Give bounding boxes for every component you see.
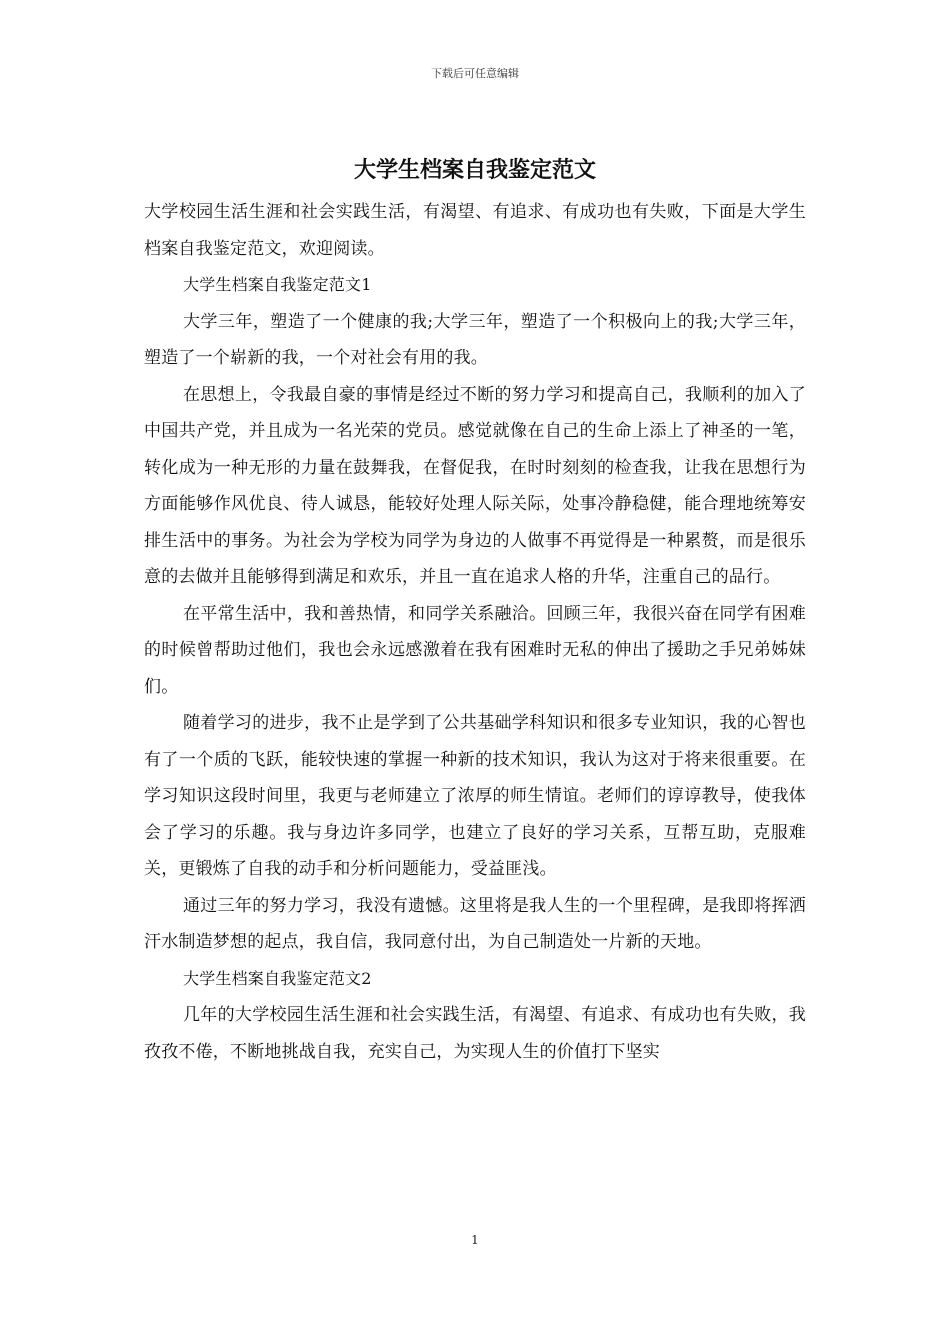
intro-paragraph: 大学校园生活生涯和社会实践生活，有渴望、有追求、有成功也有失败，下面是大学生档案自我鉴定范文，欢迎阅读。 <box>144 202 806 259</box>
section-1-heading: 大学生档案自我鉴定范文1 <box>183 275 372 294</box>
body-paragraph: 大学三年，塑造了一个健康的我;大学三年，塑造了一个积极向上的我;大学三年，塑造了一个崭新的我，一个对社会有用的我。 <box>144 311 806 368</box>
body-paragraph: 通过三年的努力学习，我没有遗憾。这里将是我人生的一个里程碑，是我即将挥洒汗水制造梦想的起点，我自信，我同意付出，为自己制造处一片新的天地。 <box>144 895 806 952</box>
document-title: 大学生档案自我鉴定范文 <box>353 157 596 183</box>
body-paragraph: 随着学习的进步，我不止是学到了公共基础学科知识和很多专业知识，我的心智也有了一个质的飞跃，能较快速的掌握一种新的技术知识，我认为这对于将来很重要。在学习知识这段时间里，我更与老师建立了浓厚的师生情谊。老师们的谆谆教导，使我体会了学习的乐趣。我与身边许多同学，也建立了良好的学习关系，互帮互助，克服难关，更锻炼了自我的动手和分析问题能力，受益匪浅。 <box>144 713 806 879</box>
body-paragraph: 几年的大学校园生活生涯和社会实践生活，有渴望、有追求、有成功也有失败，我孜孜不倦，不断地挑战自我，充实自己，为实现人生的价值打下坚实 <box>144 1005 806 1062</box>
document-body <box>144 194 806 1070</box>
page-header-note: 下载后可任意编辑 <box>431 67 519 80</box>
page-number: 1 <box>471 1233 479 1247</box>
section-2-heading: 大学生档案自我鉴定范文2 <box>183 968 372 988</box>
body-paragraph: 在平常生活中，我和善热情，和同学关系融洽。回顾三年，我很兴奋在同学有困难的时候曾帮助过他们，我也会永远感激着在我有困难时无私的伸出了援助之手兄弟姊妹们。 <box>144 603 806 697</box>
body-paragraph: 在思想上，令我最自豪的事情是经过不断的努力学习和提高自己，我顺利的加入了中国共产党，并且成为一名光荣的党员。感觉就像在自己的生命上添上了神圣的一笔，转化成为一种无形的力量在鼓舞我，在督促我，在时时刻刻的检查我，让我在思想行为方面能够作风优良、待人诚恳，能较好处理人际关际，处事冷静稳健，能合理地统筹安排生活中的事务。为社会为学校为同学为身边的人做事不再觉得是一种累赘，而是很乐意的去做并且能够得到满足和欢乐，并且一直在追求人格的升华，注重自己的品行。 <box>144 384 806 587</box>
